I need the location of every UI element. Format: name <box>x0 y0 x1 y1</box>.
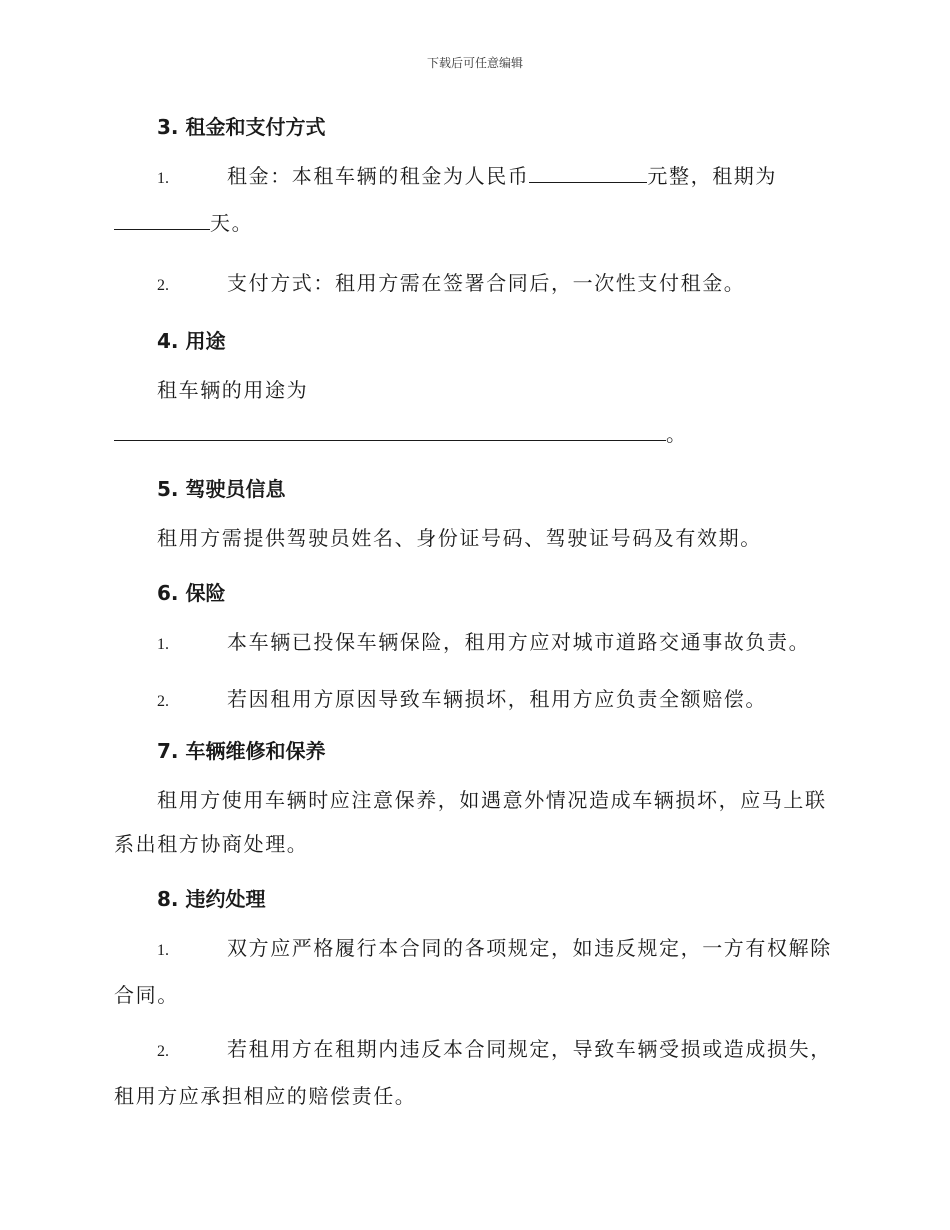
s4-blank-line <box>114 412 834 456</box>
s6-item-1-text: 本车辆已投保车辆保险，租用方应对城市道路交通事故负责。 <box>227 630 811 654</box>
section-5-title: 5. 驾驶员信息 <box>157 477 286 501</box>
s7-text <box>114 778 834 866</box>
section-7-title: 7. 车辆维修和保养 <box>157 739 326 763</box>
s3-item-1-text-b: 元整，租期为 <box>647 164 778 188</box>
page-header: 下载后可任意编辑 <box>426 56 523 70</box>
s7-text-a: 租用方使用车辆时应注意保养，如遇意外情况造成车辆损坏，应马上联 <box>157 788 827 812</box>
rent-period-blank[interactable] <box>114 207 210 230</box>
s3-item-2-text: 支付方式：租用方需在签署合同后，一次性支付租金。 <box>227 271 746 295</box>
s5-text: 租用方需提供驾驶员姓名、身份证号码、驾驶证号码及有效期。 <box>157 526 762 550</box>
s8-item-1-text-b: 合同。 <box>114 983 179 1007</box>
s8-item-2 <box>114 1027 834 1118</box>
s8-item-1 <box>114 926 834 1017</box>
section-6-title: 6. 保险 <box>157 581 226 605</box>
s3-item-1-number: 1. <box>157 170 169 187</box>
document-body <box>114 110 834 1118</box>
s8-item-2-text-b: 租用方应承担相应的赔偿责任。 <box>114 1084 417 1108</box>
s6-item-2-number: 2. <box>157 693 169 710</box>
s7-text-b: 系出租方协商处理。 <box>114 832 309 856</box>
usage-blank[interactable] <box>114 418 666 441</box>
s6-item-2-text: 若因租用方原因导致车辆损坏，租用方应负责全额赔偿。 <box>227 687 767 711</box>
rent-amount-blank[interactable] <box>529 160 647 183</box>
section-8-title: 8. 违约处理 <box>157 887 266 911</box>
s8-item-1-number: 1. <box>157 942 169 959</box>
s8-item-2-text-a: 若租用方在租期内违反本合同规定，导致车辆受损或造成损失， <box>227 1037 832 1061</box>
s3-item-1 <box>114 154 834 245</box>
s3-item-2-number: 2. <box>157 277 169 294</box>
s8-item-2-number: 2. <box>157 1043 169 1060</box>
s3-item-2 <box>114 261 834 308</box>
s3-item-1-text-a: 租金：本租车辆的租金为人民币 <box>227 164 530 188</box>
s4-end: 。 <box>666 422 688 446</box>
section-4-title: 4. 用途 <box>157 329 226 353</box>
s4-text: 租车辆的用途为 <box>157 378 309 402</box>
s3-item-1-text-c: 天。 <box>210 211 254 235</box>
section-3-title: 3. 租金和支付方式 <box>157 115 326 139</box>
s8-item-1-text-a: 双方应严格履行本合同的各项规定，如违反规定，一方有权解除 <box>227 936 832 960</box>
s6-item-1-number: 1. <box>157 636 169 653</box>
s6-item-2 <box>114 677 834 724</box>
s6-item-1 <box>114 620 834 667</box>
